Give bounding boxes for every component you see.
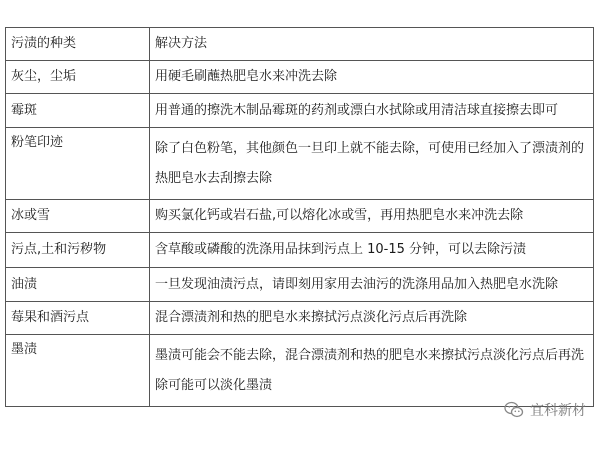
table-row	[6, 335, 594, 407]
table-row	[6, 268, 594, 302]
stain-type: 墨渍	[6, 335, 150, 407]
table-header-row	[6, 28, 594, 61]
table-row	[6, 302, 594, 335]
table-row	[6, 233, 594, 268]
solution-line: 除了白色粉笔，其他颜色一旦印上就不能去除，可使用已经加入了漂渍剂的	[155, 140, 585, 156]
solution-text: 含草酸或磷酸的洗涤用品抹到污点上 10-15 分钟，可以去除污渍	[150, 233, 594, 268]
solution-text: 混合漂渍剂和热的肥皂水来擦拭污点淡化污点后再洗除	[150, 302, 594, 335]
header-stain-type: 污渍的种类	[6, 28, 150, 61]
watermark	[504, 400, 586, 420]
stain-removal-table	[5, 27, 594, 407]
stain-type: 污点,土和污秽物	[6, 233, 150, 268]
stain-type: 油渍	[6, 268, 150, 302]
watermark-text: 宜科新材	[530, 403, 586, 419]
stain-type: 霉斑	[6, 94, 150, 128]
solution-line: 墨渍可能会不能去除，混合漂渍剂和热的肥皂水来擦拭污点淡化污点后再洗	[155, 347, 585, 363]
solution-text: 用硬毛刷蘸热肥皂水来冲洗去除	[150, 61, 594, 94]
table-row	[6, 61, 594, 94]
stain-type: 莓果和酒污点	[6, 302, 150, 335]
stain-type: 粉笔印迹	[6, 128, 150, 200]
solution-text	[150, 335, 594, 407]
stain-type: 冰或雪	[6, 200, 150, 233]
solution-text: 购买氯化钙或岩石盐,可以熔化冰或雪，再用热肥皂水来冲洗去除	[150, 200, 594, 233]
table-row	[6, 128, 594, 200]
table-row	[6, 94, 594, 128]
solution-line: 热肥皂水去刮擦去除	[155, 170, 273, 186]
solution-text	[150, 128, 594, 200]
wechat-icon	[504, 401, 524, 419]
solution-line: 除可能可以淡化墨渍	[155, 377, 273, 393]
solution-text: 用普通的擦洗木制品霉斑的药剂或漂白水拭除或用清洁球直接擦去即可	[150, 94, 594, 128]
stain-type: 灰尘，尘垢	[6, 61, 150, 94]
header-solution: 解决方法	[150, 28, 594, 61]
table-row	[6, 200, 594, 233]
solution-text: 一旦发现油渍污点，请即刻用家用去油污的洗涤用品加入热肥皂水洗除	[150, 268, 594, 302]
